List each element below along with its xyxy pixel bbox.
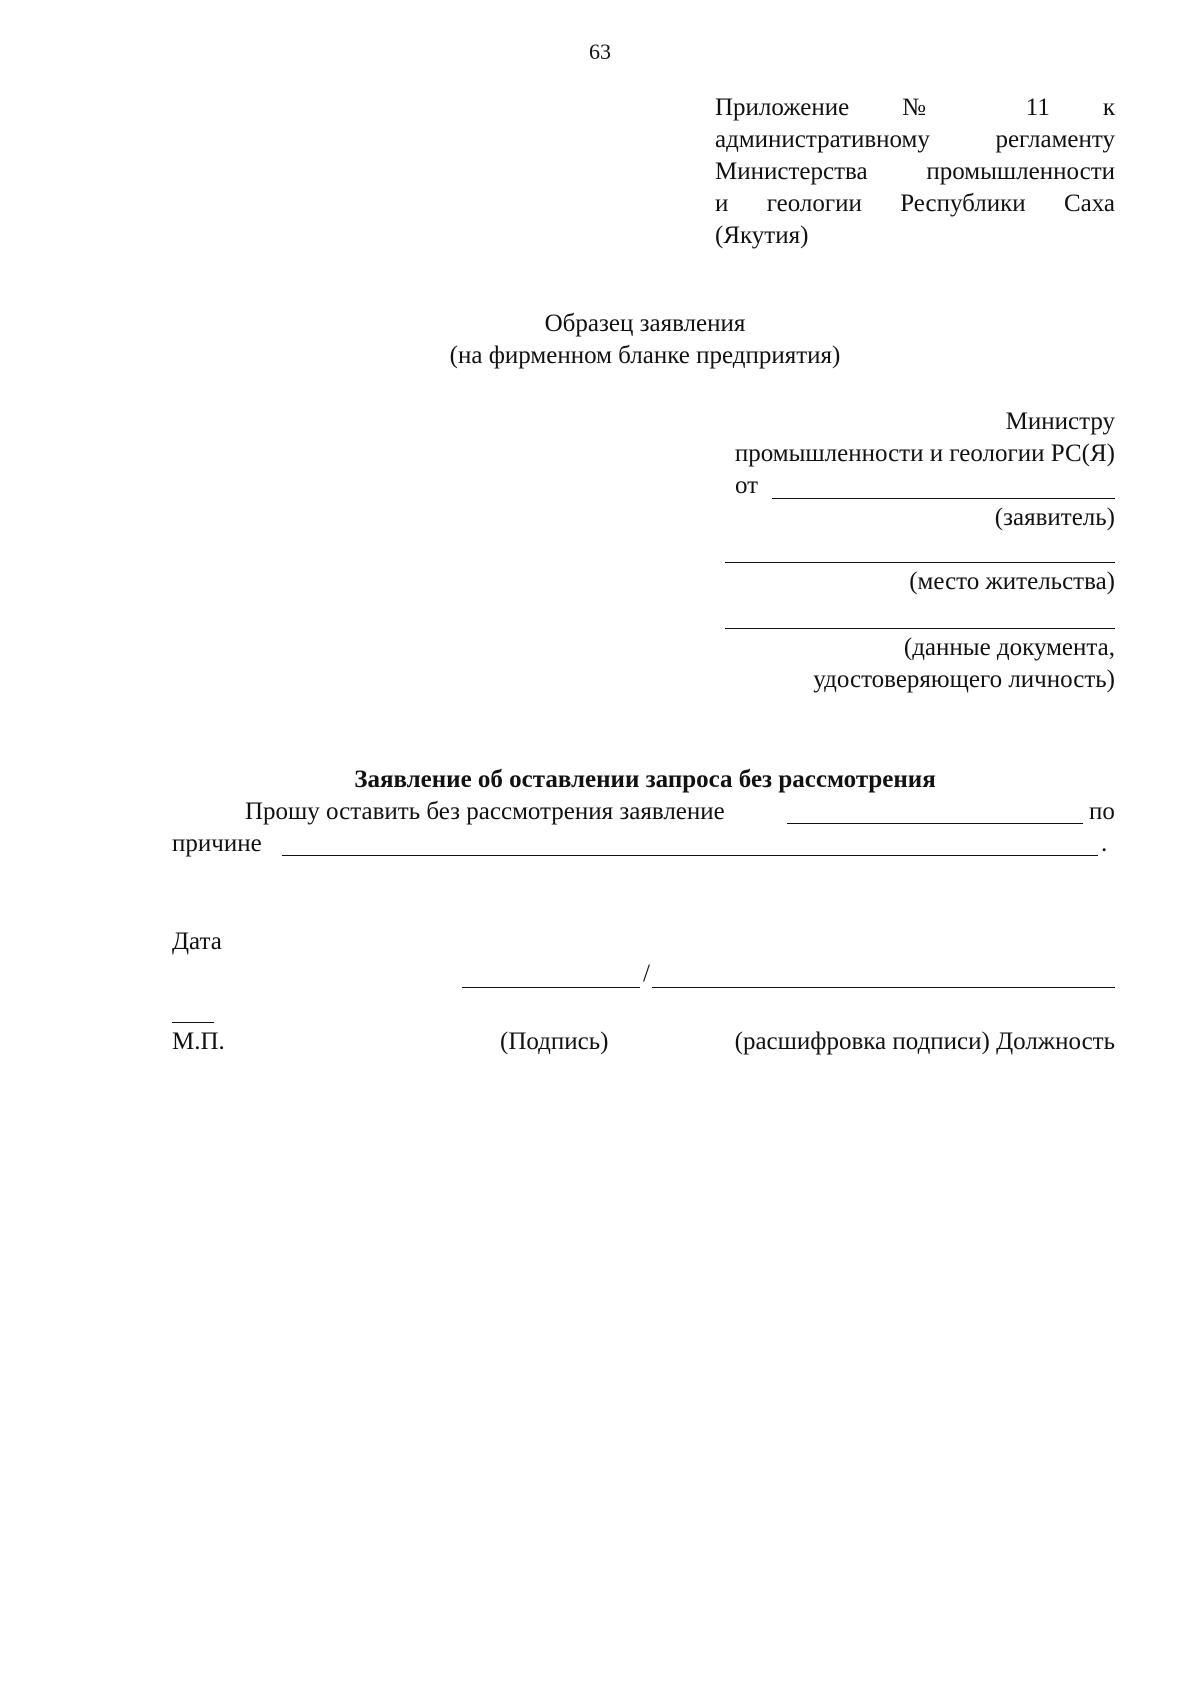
sample-title: Образец заявления (544, 310, 746, 337)
document-field-line (725, 628, 1115, 629)
appendix-line: административному регламенту (715, 126, 1115, 153)
signature-caption: (Подпись) (500, 1028, 609, 1055)
reason-label: причине (172, 830, 262, 857)
page-number: 63 (589, 39, 611, 64)
signature-slash: / (643, 960, 650, 987)
applicant-field-line (772, 498, 1115, 499)
document-caption-line2: удостоверяющего личность) (813, 666, 1115, 693)
from-label: от (735, 472, 759, 499)
addressee-to-line1: Министру (1005, 408, 1115, 435)
statement-text-part1: Прошу оставить без рассмотрения заявление (245, 798, 725, 825)
sample-subtitle: (на фирменном бланке предприятия) (449, 342, 841, 369)
date-label: Дата (172, 928, 222, 955)
residence-field-line (725, 562, 1115, 563)
addressee-to-line2: промышленности и геологии РС(Я) (734, 440, 1115, 467)
applicant-caption: (заявитель) (994, 504, 1115, 531)
appendix-line: Министерства промышленности (715, 158, 1115, 185)
residence-caption: (место жительства) (909, 568, 1115, 595)
statement-heading: Заявление об оставлении запроса без рассмотрения (354, 766, 936, 793)
reason-end-period: . (1101, 830, 1108, 857)
statement-text-part2: по (1089, 798, 1115, 825)
decoding-field-line (652, 987, 1115, 988)
appendix-line: (Якутия) (715, 222, 809, 249)
reason-field-line (282, 855, 1098, 856)
appendix-line: Приложение № 11 к (715, 94, 1115, 121)
stamp-label: М.П. (172, 1028, 225, 1055)
signature-field-line (462, 987, 640, 988)
statement-field-line (787, 823, 1083, 824)
document-caption-line1: (данные документа, (903, 634, 1115, 661)
appendix-line: и геологии Республики Саха (715, 190, 1115, 217)
appendix-block (715, 92, 1115, 252)
decoding-caption: (расшифровка подписи) Должность (734, 1028, 1115, 1055)
stamp-field-line (172, 1022, 214, 1023)
